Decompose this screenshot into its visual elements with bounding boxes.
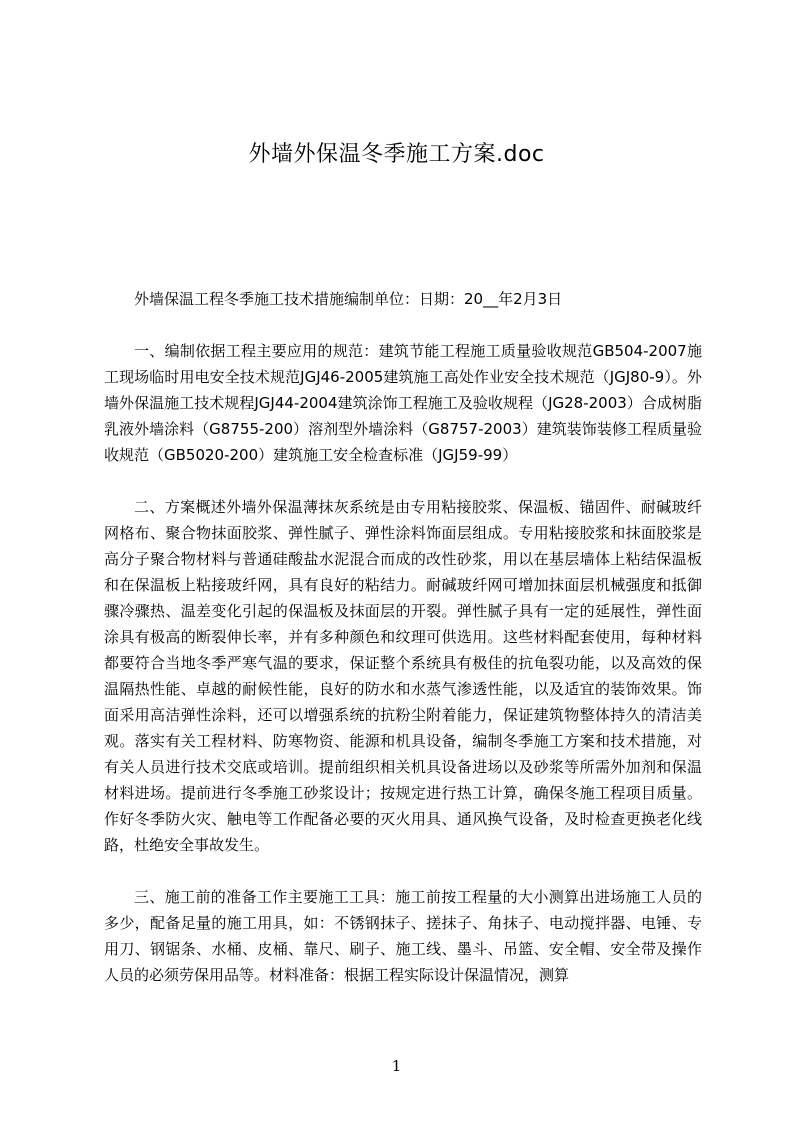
section-paragraph-overview: 二、方案概述外墙外保温薄抹灰系统是由专用粘接胶浆、保温板、锚固件、耐碱玻纤网格布、聚合物抹面胶浆、弹性腻子、弹性涂料饰面层组成。专用粘接胶浆和抹面胶浆是高分子聚合物材料与普通硅酸盐水泥混合而成的改性砂浆，用以在基层墙体上粘结保温板和在保温板上粘接玻纤网，具有良好的粘结力。耐碱玻纤网可增加抹面层机械强度和抵御骤冷骤热、温差变化引起的保温板及抹面层的开裂。弹性腻子具有一定的延展性，弹性面涂具有极高的断裂伸长率，并有多种颜色和纹理可供选用。这些材料配套使用，每种材料都要符合当地冬季严寒气温的要求，保证整个系统具有极佳的抗龟裂功能，以及高效的保温隔热性能、卓越的耐候性能，良好的防水和水蒸气渗透性能，以及适宜的装饰效果。饰面采用高洁弹性涂料，还可以增强系统的抗粉尘附着能力，保证建筑物整体持久的清洁美观。落实有关工程材料、防寒物资、能源和机具设备，编制冬季施工方案和技术措施，对有关人员进行技术交底或培训。提前组织相关机具设备进场以及砂浆等所需外加剂和保温材料进场。提前进行冬季施工砂浆设计；按规定进行热工计算，确保冬施工程项目质量。作好冬季防火灾、触电等工作配备必要的灭火用具、通风换气设备，及时检查更换老化线路，杜绝安全事故发生。: [104, 498, 702, 854]
document-body: [104, 286, 702, 988]
page-number: 1: [391, 1057, 402, 1075]
document-title: 外墙外保温冬季施工方案.doc: [248, 142, 545, 167]
section-paragraph-basis: 一、编制依据工程主要应用的规范：建筑节能工程施工质量验收规范GB504-2007施工现场临时用电安全技术规范JGJ46-2005建筑施工高处作业安全技术规范（JGJ80-9）。外墙外保温施工技术规程JGJ44-2004建筑涂饰工程施工及验收规程（JG28-2003）合成树脂乳液外墙涂料（G8755-200）溶剂型外墙涂料（G8757-2003）建筑装饰装修工程质量验收规范（GB5020-200）建筑施工安全检查标准（JGJ59-99）: [104, 342, 702, 464]
meta-line: 外墙保温工程冬季施工技术措施编制单位：日期：20__年2月3日: [134, 290, 563, 308]
section-paragraph-preparation: 三、施工前的准备工作主要施工工具：施工前按工程量的大小测算出进场施工人员的多少，配备足量的施工用具，如：不锈钢抹子、搓抹子、角抹子、电动搅拌器、电锤、专用刀、钢锯条、水桶、皮桶、靠尺、刷子、施工线、墨斗、吊篮、安全帽、安全带及操作人员的必须劳保用品等。材料准备：根据工程实际设计保温情况，测算: [104, 888, 702, 984]
